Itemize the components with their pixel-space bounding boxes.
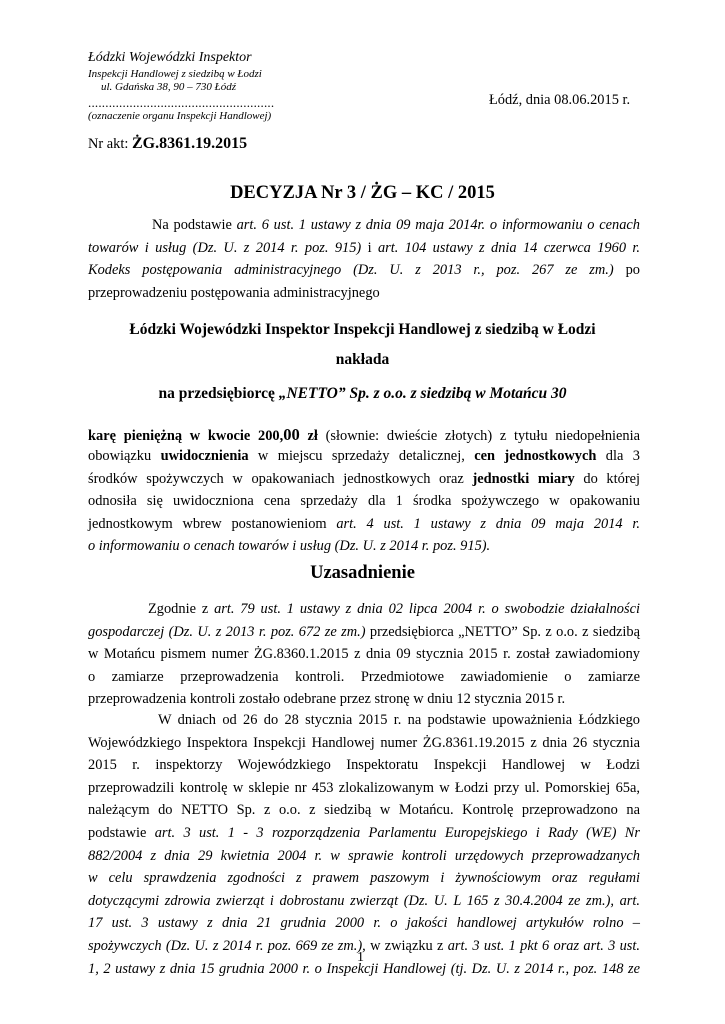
intro-text: i	[361, 239, 378, 256]
justification-1-text: przedsiębiorca „NETTO” Sp. z o.o. z siedzibą	[365, 623, 640, 640]
penalty-text: cen jednostkowych	[474, 448, 597, 465]
justification-2-line	[88, 916, 640, 930]
authority-name: Łódzki Wojewódzki Inspektor	[88, 50, 252, 65]
penalty-text: w miejscu sprzedaży detalicznej,	[248, 448, 475, 465]
justification-1-text: Zgodnie z	[148, 601, 215, 617]
decision-title: DECYZJA Nr 3 / ŻG – KC / 2015	[230, 183, 495, 203]
justification-title: Uzasadnienie	[310, 563, 415, 583]
intro-text: Na podstawie	[152, 217, 237, 233]
justification-1-text: w Motańcu pismem numer ŻG.8360.1.2015 z dnia 09 stycznia 2015 r. został zawiadomiony	[88, 646, 640, 662]
justification-1-line	[88, 647, 640, 661]
justification-2-text: dotyczącymi zdrowia zwierząt i dobrostanu zwierząt (Dz. U. L 165 z 30.4.2004 ze zm.), art.	[88, 892, 640, 909]
justification-2-text: spożywczych (Dz. U. z 2014 r. poz. 669 ze zm.),	[88, 938, 366, 954]
intro-text: Kodeks postępowania administracyjnego (Dz. U. z 2013 r., poz. 267 ze zm.)	[88, 262, 614, 279]
case-number: ŻG.8361.19.2015	[131, 135, 248, 152]
penalty-text: do której	[574, 470, 640, 487]
penalty-line	[88, 494, 640, 508]
justification-2-line	[88, 803, 640, 817]
penalty-text: środków spożywczych w opakowaniach jednostkowych oraz	[88, 470, 473, 487]
place-date: Łódź, dnia 08.06.2015 r.	[489, 92, 631, 108]
penalty-text: jednostkowym wbrew postanowieniom	[88, 515, 337, 532]
penalty-text: dla 3	[596, 448, 640, 465]
justification-1-text: gospodarczej (Dz. U. z 2013 r. poz. 672 ze zm.)	[88, 623, 366, 640]
penalty-line	[88, 539, 640, 553]
penalty-line	[88, 427, 640, 444]
penalty-text: uwidocznienia	[160, 448, 249, 465]
penalty-line	[88, 517, 640, 531]
intro-text: przeprowadzeniu postępowania administracyjnego	[88, 284, 380, 301]
penalty-line	[88, 472, 640, 486]
justification-2-text: należącym do NETTO Sp. z o.o. z siedzibą w Motańcu. Kontrolę przeprowadzono na	[88, 802, 640, 819]
justification-1-text: przeprowadzenia kontroli zostało odebrane przez stronę w dniu 12 stycznia 2015 r.	[88, 691, 566, 707]
intro-text: art. 104 ustawy z dnia 14 czerwca 1960 r.	[377, 239, 640, 256]
penalty-text: zł	[299, 428, 318, 444]
justification-1-line	[88, 692, 640, 706]
penalty-text: (słownie: dwieście złotych) z tytułu niedopełnienia	[317, 428, 640, 444]
justification-2-line	[88, 849, 640, 863]
justification-2-line	[88, 758, 640, 772]
penalty-text: odnosiła się uwidoczniona cena sprzedaży dla 1 środka spożywczego w opakowaniu	[88, 493, 640, 510]
authority-caption: (oznaczenie organu Inspekcji Handlowej)	[88, 110, 272, 122]
justification-2-text: art. 3 ust. 1 pkt 6 oraz art. 3 ust.	[447, 938, 640, 954]
penalty-text: o informowaniu o cenach towarów i usług (Dz. U. z 2014 r. poz. 915).	[88, 538, 491, 554]
justification-2-line	[88, 871, 640, 885]
justification-2-text: podstawie	[88, 825, 155, 841]
intro-text: towarów i usług (Dz. U. z 2014 r. poz. 915)	[88, 239, 362, 256]
justification-2-line	[88, 894, 640, 908]
justification-2-text: przeprowadzili kontrolę w sklepie nr 453 zlokalizowanym w Łodzi przy ul. Pomorskiej 65a,	[88, 779, 640, 796]
justification-2-text: 1, 2 ustawy z dnia 15 grudnia 2000 r. o Inspekcji Handlowej (tj. Dz. U. z 2014 r., poz. 148 ze	[88, 960, 640, 977]
penalty-text: jednostki miary	[472, 470, 575, 487]
justification-1-line	[88, 670, 640, 684]
justification-2-text: w celu sprawdzenia zgodności z prawem paszowym i żywnościowym oraz regułami	[88, 870, 640, 887]
justification-2-text: W dniach od 26 do 28 stycznia 2015 r. na podstawie upoważnienia Łódzkiego	[158, 712, 640, 728]
entrepreneur-heading	[0, 385, 725, 403]
penalty-line	[88, 449, 640, 463]
intro-text: po	[613, 262, 640, 279]
penalty-text: karę pieniężną w kwocie 200,	[88, 428, 284, 444]
case-label: Nr akt:	[88, 136, 132, 152]
justification-2-line	[88, 736, 640, 750]
justification-2-line	[158, 713, 640, 727]
justification-2-text: 2015 r. inspektorzy Wojewódzkiego Inspektoratu Inspekcji Handlowej w Łodzi	[88, 757, 640, 774]
justification-2-line	[88, 962, 640, 976]
penalty-text: art. 4 ust. 1 ustawy z dnia 09 maja 2014 r.	[336, 515, 640, 532]
justification-2-text: w związku z	[365, 938, 448, 954]
justification-2-text: art. 3 ust. 1 - 3 rozporządzenia Parlamentu Europejskiego i Rady (WE) Nr	[154, 825, 640, 841]
authority-subtitle: Inspekcji Handlowej z siedzibą w Łodzi	[88, 68, 262, 80]
authority-address: ul. Gdańska 38, 90 – 730 Łódź	[101, 81, 237, 93]
page-number: 1	[357, 950, 364, 965]
justification-1-line	[148, 602, 640, 616]
justification-1-text: o zamiarze przeprowadzenia kontroli. Przedmiotowe zawiadomienie o zamiarze	[88, 668, 640, 685]
justification-2-line	[88, 781, 640, 795]
justification-2-text: 17 ust. 3 ustawy z dnia 21 grudnia 2000 r. o jakości handlowej artykułów rolno –	[88, 915, 640, 932]
intro-line	[88, 286, 640, 300]
imposes-heading: nakłada	[335, 351, 390, 368]
intro-text: art. 6 ust. 1 ustawy z dnia 09 maja 2014r. o informowaniu o cenach	[236, 217, 640, 233]
intro-line	[88, 241, 640, 255]
justification-1-line	[88, 625, 640, 639]
penalty-text: 00	[283, 425, 300, 444]
authority-heading: Łódzki Wojewódzki Inspektor Inspekcji Handlowej z siedzibą w Łodzi	[129, 321, 596, 338]
entrepreneur-text: „NETTO” Sp. z o.o. z siedzibą w Motańcu 30	[278, 385, 567, 402]
intro-line	[88, 263, 640, 277]
justification-2-line	[88, 826, 640, 840]
case-reference	[88, 135, 247, 153]
justification-1-text: art. 79 ust. 1 ustawy z dnia 02 lipca 2004 r. o swobodzie działalności	[214, 601, 640, 617]
justification-2-text: Wojewódzkiego Inspektora Inspekcji Handlowej numer ŻG.8361.19.2015 z dnia 26 stycznia	[88, 734, 640, 751]
penalty-text: obowiązku	[88, 448, 161, 465]
entrepreneur-text: na przedsiębiorcę	[158, 385, 279, 402]
justification-2-text: 882/2004 z dnia 29 kwietnia 2004 r. w sprawie kontroli urzędowych przeprowadzanych	[88, 847, 640, 864]
intro-line	[152, 218, 640, 232]
authority-dots: ......................................................	[88, 95, 275, 110]
justification-2-line	[88, 939, 640, 953]
